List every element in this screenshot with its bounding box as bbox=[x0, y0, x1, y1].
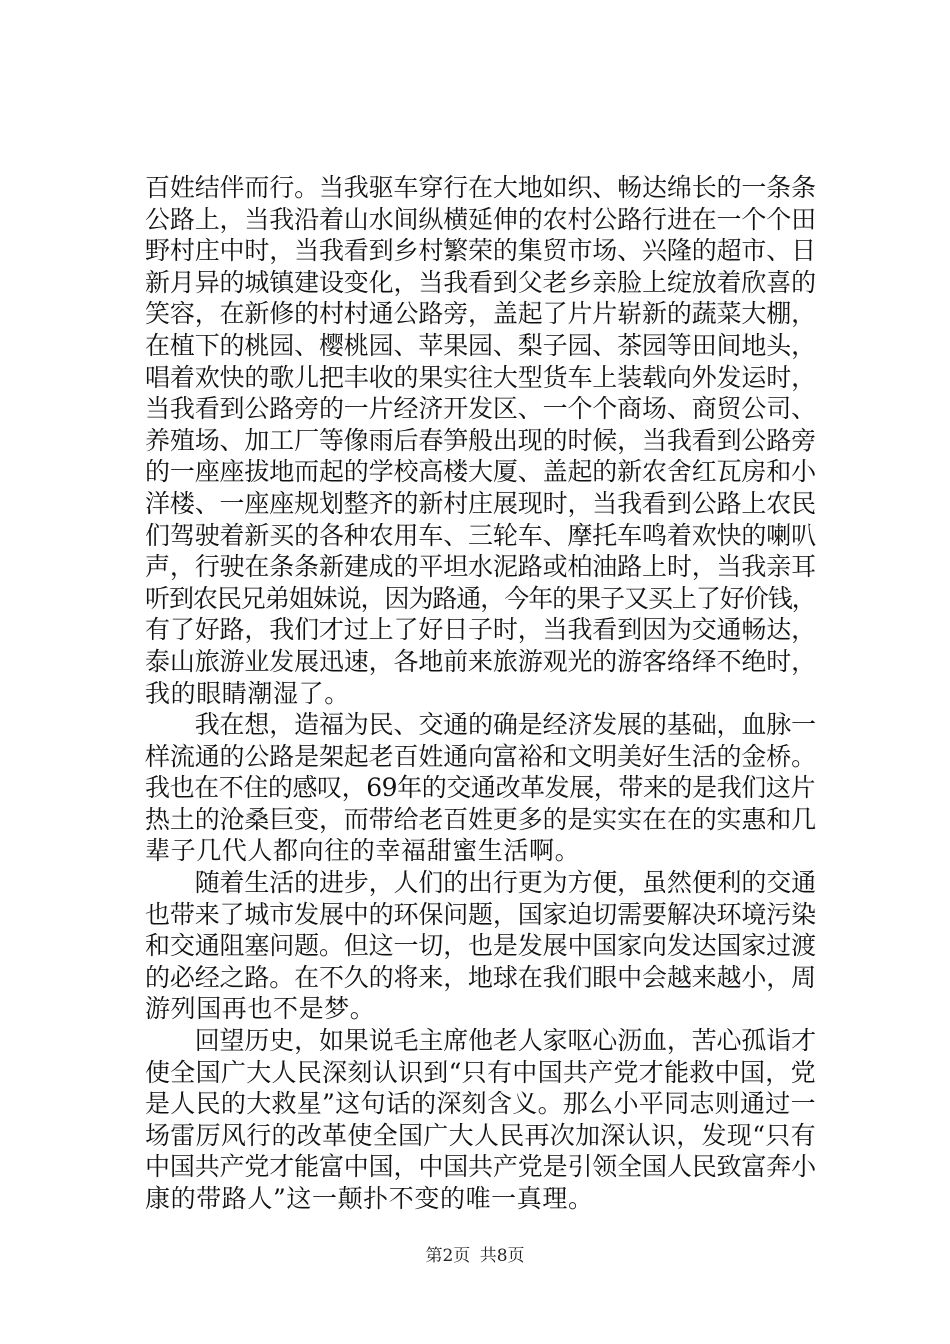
text-line: 我在想，造福为民、交通的确是经济发展的基础，血脉一 bbox=[145, 710, 816, 740]
text-line: 养殖场、加工厂等像雨后春笋般出现的时候，当我看到公路旁 bbox=[145, 425, 816, 455]
text-line: 在植下的桃园、樱桃园、苹果园、梨子园、茶园等田间地头， bbox=[145, 330, 816, 360]
text-line: 唱着欢快的歌儿把丰收的果实往大型货车上装载向外发运时， bbox=[145, 362, 816, 392]
text-line: 热土的沧桑巨变，而带给老百姓更多的是实实在在的实惠和几 bbox=[145, 804, 816, 834]
text-line: 洋楼、一座座规划整齐的新村庄展现时，当我看到公路上农民 bbox=[145, 488, 816, 518]
text-line: 样流通的公路是架起老百姓通向富裕和文明美好生活的金桥。 bbox=[145, 741, 816, 771]
document-body bbox=[145, 172, 815, 1215]
text-line: 百姓结伴而行。当我驱车穿行在大地如织、畅达绵长的一条条 bbox=[145, 173, 816, 202]
text-line: 中国共产党才能富中国，中国共产党是引领全国人民致富奔小 bbox=[145, 1152, 816, 1182]
text-line: 们驾驶着新买的各种农用车、三轮车、摩托车鸣着欢快的喇叭 bbox=[145, 520, 816, 550]
text-line: 泰山旅游业发展迅速，各地前来旅游观光的游客络绎不绝时， bbox=[145, 646, 816, 676]
text-line: 我的眼睛潮湿了。 bbox=[145, 678, 350, 708]
text-line: 和交通阻塞问题。但这一切，也是发展中国家向发达国家过渡 bbox=[145, 931, 816, 961]
text-line: 康的带路人”这一颠扑不变的唯一真理。 bbox=[145, 1184, 594, 1213]
text-line: 是人民的大救星”这句话的深刻含义。那么小平同志则通过一 bbox=[145, 1089, 816, 1119]
text-line: 声，行驶在条条新建成的平坦水泥路或柏油路上时，当我亲耳 bbox=[145, 552, 816, 582]
text-line: 辈子几代人都向往的幸福甜蜜生活啊。 bbox=[145, 836, 581, 866]
text-line: 笑容，在新修的村村通公路旁，盖起了片片崭新的蔬菜大棚， bbox=[145, 299, 816, 329]
text-line: 随着生活的进步，人们的出行更为方便，虽然便利的交通 bbox=[145, 868, 816, 898]
text-line: 的必经之路。在不久的将来，地球在我们眼中会越来越小，周 bbox=[145, 962, 816, 992]
page-total: 共8页 bbox=[479, 1246, 525, 1266]
text-line: 的一座座拔地而起的学校高楼大厦、盖起的新农舍红瓦房和小 bbox=[145, 457, 816, 487]
text-line: 回望历史，如果说毛主席他老人家呕心沥血，苦心孤诣才 bbox=[145, 1026, 816, 1056]
page-footer bbox=[0, 1246, 950, 1266]
text-line: 新月异的城镇建设变化，当我看到父老乡亲脸上绽放着欣喜的 bbox=[145, 267, 816, 297]
page-number: 第2页 bbox=[425, 1246, 471, 1266]
text-line: 公路上，当我沿着山水间纵横延伸的农村公路行进在一个个田 bbox=[145, 204, 816, 234]
text-line: 有了好路，我们才过上了好日子时，当我看到因为交通畅达， bbox=[145, 615, 816, 645]
text-line: 也带来了城市发展中的环保问题，国家迫切需要解决环境污染 bbox=[145, 899, 816, 929]
text-line: 听到农民兄弟姐妹说，因为路通，今年的果子又买上了好价钱， bbox=[145, 583, 816, 613]
text-line: 野村庄中时，当我看到乡村繁荣的集贸市场、兴隆的超市、日 bbox=[145, 236, 816, 266]
text-line: 当我看到公路旁的一片经济开发区、一个个商场、商贸公司、 bbox=[145, 394, 816, 424]
text-line: 使全国广大人民深刻认识到“只有中国共产党才能救中国，党 bbox=[145, 1057, 816, 1087]
text-line: 我也在不住的感叹，69年的交通改革发展，带来的是我们这片 bbox=[145, 773, 815, 803]
text-line: 场雷厉风行的改革使全国广大人民再次加深认识，发现“只有 bbox=[145, 1120, 816, 1150]
text-line: 游列国再也不是梦。 bbox=[145, 994, 376, 1024]
